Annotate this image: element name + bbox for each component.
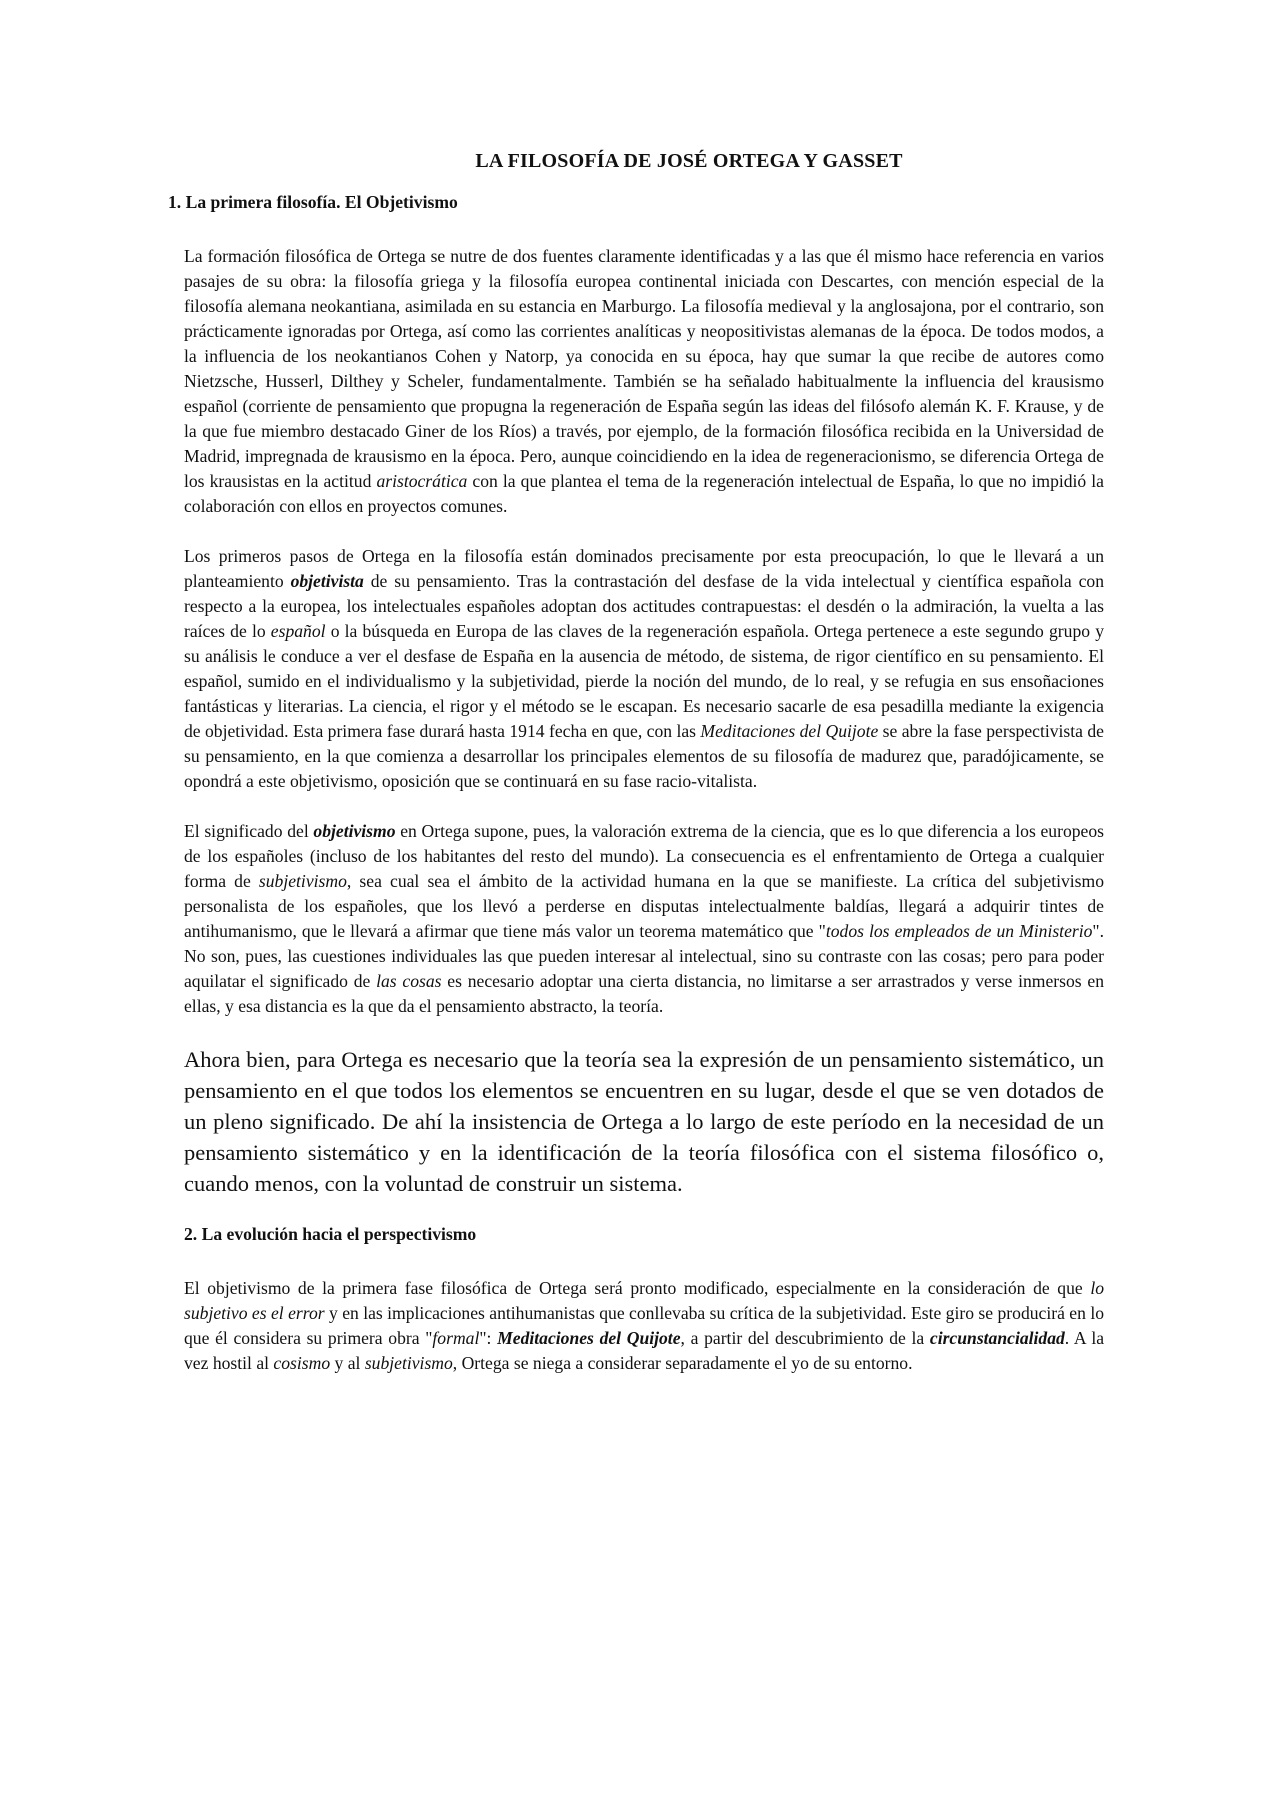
paragraph-2 — [184, 544, 1104, 794]
paragraph-text: ". No son, pues, las cuestiones individuales las que pueden interesar al intelectual, sino su contraste con las cosas; pero para poder aquilatar el significado de — [184, 921, 1104, 991]
italic-quote: todos los empleados de un Ministerio — [825, 921, 1093, 941]
paragraph-text: es necesario adoptar una cierta distancia, no limitarse a ser arrastrados y verse inmersos en ellas, y esa distancia es la que da el pensamiento abstracto, la teoría. — [184, 971, 1104, 1016]
paragraph-text: se abre la fase perspectivista de su pensamiento, en la que comienza a desarrollar los principales elementos de su filosofía de madurez que, paradójicamente, se opondrá a este objetivismo, oposición que se continuará en su fase racio-vitalista. — [184, 721, 1104, 791]
paragraph-text: y en las implicaciones antihumanistas que conllevaba su crítica de la subjetividad. Este giro se producirá en lo que él considera su primera obra " — [184, 1303, 1105, 1348]
paragraph-4: Ahora bien, para Ortega es necesario que la teoría sea la expresión de un pensamiento sistemático, un pensamiento en el que todos los elementos se encuentren en su lugar, desde el que se ven dotados de un pleno significado. De ahí la insistencia de Ortega a lo largo de este período en la necesidad de un pensamiento sistemático y en la identificación de la teoría filosófica con el sistema filosófico o, cuando menos, con la voluntad de construir un sistema. — [184, 1047, 1104, 1196]
italic-term: aristocrática — [376, 471, 468, 491]
paragraph-text: y al — [330, 1353, 365, 1373]
paragraph-text: en Ortega supone, pues, la valoración extrema de la ciencia, que es lo que diferencia a los europeos de los españoles (incluso de los habitantes del resto del mundo). La consecuencia es el enfrentamiento de Ortega a cualquier forma de — [184, 821, 1105, 891]
italic-term: subjetivismo — [258, 871, 347, 891]
document-title: LA FILOSOFÍA DE JOSÉ ORTEGA Y GASSET — [475, 150, 903, 172]
bold-italic-term: objetivista — [290, 571, 364, 591]
paragraph-1 — [184, 244, 1104, 519]
paragraph-text: de su pensamiento. Tras la contrastación del desfase de la vida intelectual y científica española con respecto a la europea, los intelectuales españoles adoptan dos actitudes contrapuestas: el desdén o la admiración, la vuelta a las raíces de lo — [184, 571, 1104, 641]
paragraph-text: La formación filosófica de Ortega se nutre de dos fuentes claramente identificadas y a las que él mismo hace referencia en varios pasajes de su obra: la filosofía griega y la filosofía europea continental iniciada con Descartes, con mención especial de la filosofía alemana neokantiana, asimilada en su estancia en Marburgo. La filosofía medieval y la anglosajona, por el contrario, son prácticamente ignoradas por Ortega, así como las corrientes analíticas y neopositivistas alemanas de la época. De todos modos, a la influencia de los neokantianos Cohen y Natorp, ya conocida en su época, hay que sumar la que recibe de autores como Nietzsche, Husserl, Dilthey y Scheler, fundamentalmente. También se ha señalado habitualmente la influencia del krausismo español (corriente de pensamiento que propugna la regeneración de España según las ideas del filósofo alemán K. F. Krause, y de la que fue miembro destacado Giner de los Ríos) a través, por ejemplo, de la formación filosófica recibida en la Universidad de Madrid, impregnada de krausismo en la época. Pero, aunque coincidiendo en la idea de regeneracionismo, se diferencia Ortega de los krausistas en la actitud — [184, 246, 1104, 491]
paragraph-text: . A la vez hostil al — [184, 1328, 1105, 1373]
italic-term: cosismo — [273, 1353, 331, 1373]
paragraph-text: , Ortega se niega a considerar separadamente el yo de su entorno. — [452, 1353, 913, 1373]
bold-italic-title: Meditaciones del Quijote — [497, 1328, 681, 1348]
paragraph-text: con la que plantea el tema de la regeneración intelectual de España, lo que no impidió la colaboración con ellos en proyectos comunes. — [184, 471, 1104, 516]
paragraph-text: ": — [479, 1328, 498, 1348]
bold-italic-term: circunstancialidad — [929, 1328, 1065, 1348]
italic-term: español — [270, 621, 326, 641]
bold-italic-term: objetivismo — [313, 821, 396, 841]
italic-term: lo subjetivo es el error — [184, 1278, 1104, 1323]
section-heading-1: 1. La primera filosofía. El Objetivismo — [168, 192, 458, 212]
paragraph-text: El objetivismo de la primera fase filosófica de Ortega será pronto modificado, especialmente en la consideración de que — [184, 1278, 1091, 1298]
italic-term: subjetivismo — [364, 1353, 453, 1373]
paragraph-text: Los primeros pasos de Ortega en la filosofía están dominados precisamente por esta preocupación, lo que le llevará a un planteamiento — [184, 546, 1104, 591]
italic-term: Meditaciones del Quijote — [700, 721, 879, 741]
paragraph-text: , a partir del descubrimiento de la — [680, 1328, 930, 1348]
italic-term: formal — [432, 1328, 480, 1348]
paragraph-3 — [184, 819, 1104, 1019]
italic-term: las cosas — [376, 971, 442, 991]
section-heading-2: 2. La evolución hacia el perspectivismo — [184, 1224, 477, 1244]
document-page — [168, 150, 1105, 1401]
paragraph-text: El significado del — [184, 821, 314, 841]
paragraph-5 — [184, 1276, 1104, 1376]
paragraph-text: o la búsqueda en Europa de las claves de la regeneración española. Ortega pertenece a este segundo grupo y su análisis le conduce a ver el desfase de España en la ausencia de método, de sistema, de rigor científico en su pensamiento. El español, sumido en el individualismo y la subjetividad, pierde la noción del mundo, de lo real, y se refugia en sus ensoñaciones fantásticas y literarias. La ciencia, el rigor y el método se le escapan. Es necesario sacarle de esa pesadilla mediante la exigencia de objetividad. Esta primera fase durará hasta 1914 fecha en que, con las — [184, 621, 1104, 741]
paragraph-text: , sea cual sea el ámbito de la actividad humana en la que se manifieste. La crítica del subjetivismo personalista de los españoles, que los llevó a perderse en disputas intelectualmente baldías, llegará a adquirir tintes de antihumanismo, que le llevará a afirmar que tiene más valor un teorema matemático que " — [184, 871, 1104, 941]
